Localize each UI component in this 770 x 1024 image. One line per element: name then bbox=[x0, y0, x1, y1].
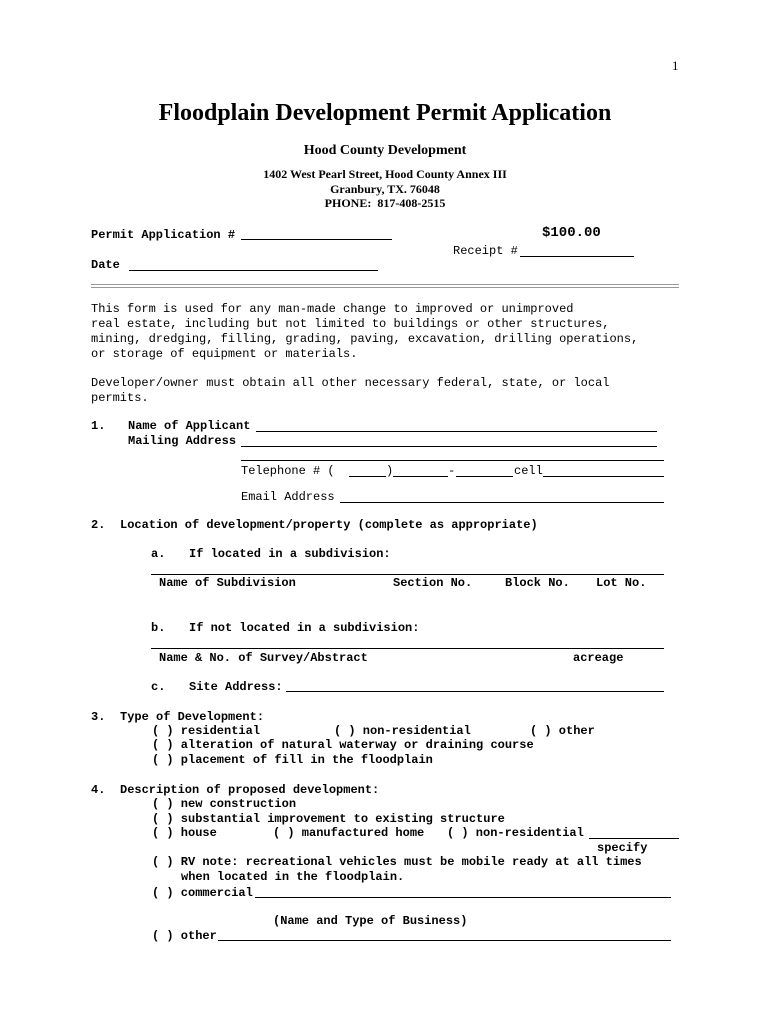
phone: PHONE: 817-408-2515 bbox=[324, 196, 446, 210]
acreage-col: acreage bbox=[573, 651, 624, 665]
name-of-applicant-label: Name of Applicant bbox=[128, 419, 251, 433]
section-4-heading: Description of proposed development: bbox=[120, 783, 380, 797]
divider bbox=[91, 284, 679, 285]
subdivision-field[interactable] bbox=[151, 574, 664, 575]
permits-line-2: permits. bbox=[91, 391, 149, 405]
subsection-a-text: If located in a subdivision: bbox=[189, 547, 391, 561]
new-construction-checkbox[interactable]: ( ) new construction bbox=[152, 797, 297, 811]
site-address-field[interactable] bbox=[286, 691, 664, 692]
non-residential-checkbox[interactable]: ( ) non-residential bbox=[334, 724, 471, 738]
section-2-number: 2. bbox=[91, 518, 106, 532]
subdivision-name-col: Name of Subdivision bbox=[159, 576, 296, 590]
section-4-number: 4. bbox=[91, 783, 106, 797]
survey-field[interactable] bbox=[151, 648, 664, 649]
receipt-field[interactable] bbox=[520, 256, 634, 257]
receipt-label: Receipt # bbox=[453, 244, 518, 258]
cell-field[interactable] bbox=[543, 476, 664, 477]
site-address-label: Site Address: bbox=[189, 680, 283, 694]
section-3-heading: Type of Development: bbox=[120, 710, 265, 724]
block-no-col: Block No. bbox=[505, 576, 570, 590]
alteration-checkbox[interactable]: ( ) alteration of natural waterway or draining course bbox=[152, 738, 534, 752]
date-label: Date bbox=[91, 258, 120, 272]
telephone-close-paren: ) bbox=[386, 464, 394, 478]
date-field[interactable] bbox=[129, 270, 378, 271]
email-address-field[interactable] bbox=[340, 502, 664, 503]
section-3-number: 3. bbox=[91, 710, 106, 724]
residential-checkbox[interactable]: ( ) residential bbox=[152, 724, 261, 738]
address-line-1: 1402 West Pearl Street, Hood County Annex III bbox=[263, 167, 507, 181]
divider-2 bbox=[91, 287, 679, 288]
name-of-applicant-field[interactable] bbox=[256, 431, 657, 432]
rv-checkbox[interactable]: ( ) RV note: recreational vehicles must be mobile ready at all times bbox=[152, 855, 642, 869]
mailing-address-field[interactable] bbox=[241, 446, 657, 447]
intro-line-1: This form is used for any man-made change to improved or unimproved bbox=[91, 302, 574, 316]
email-address-label: Email Address bbox=[241, 490, 335, 504]
telephone-prefix-field[interactable] bbox=[393, 476, 448, 477]
business-caption: (Name and Type of Business) bbox=[273, 914, 468, 928]
survey-name-col: Name & No. of Survey/Abstract bbox=[159, 651, 368, 665]
commercial-field[interactable] bbox=[255, 897, 671, 898]
non-residential-specify-field[interactable] bbox=[589, 838, 679, 839]
section-no-col: Section No. bbox=[393, 576, 473, 590]
permit-application-label: Permit Application # bbox=[91, 228, 236, 242]
intro-line-3: mining, dredging, filling, grading, paving, excavation, drilling operations, bbox=[91, 332, 639, 346]
mailing-address-line-2[interactable] bbox=[241, 460, 664, 461]
telephone-label: Telephone # ( bbox=[241, 464, 335, 478]
specify-caption: specify bbox=[597, 841, 648, 855]
telephone-number-field[interactable] bbox=[456, 476, 513, 477]
commercial-checkbox[interactable]: ( ) commercial bbox=[152, 886, 253, 900]
section-1-number: 1. bbox=[91, 419, 106, 433]
other-description-checkbox[interactable]: ( ) other bbox=[152, 929, 217, 943]
intro-line-4: or storage of equipment or materials. bbox=[91, 347, 358, 361]
section-2-heading: Location of development/property (complete as appropriate) bbox=[120, 518, 538, 532]
subsection-a-label: a. bbox=[151, 547, 166, 561]
fee-amount: $100.00 bbox=[542, 225, 601, 241]
rv-note-line-2: when located in the floodplain. bbox=[181, 870, 405, 884]
fill-placement-checkbox[interactable]: ( ) placement of fill in the floodplain bbox=[152, 753, 433, 767]
page-number: 1 bbox=[672, 58, 679, 73]
permits-line-1: Developer/owner must obtain all other necessary federal, state, or local bbox=[91, 376, 610, 390]
intro-line-2: real estate, including but not limited to buildings or other structures, bbox=[91, 317, 610, 331]
permit-application-field[interactable] bbox=[241, 239, 392, 240]
area-code-field[interactable] bbox=[349, 476, 386, 477]
address-line-2: Granbury, TX. 76048 bbox=[330, 182, 440, 196]
subsection-b-text: If not located in a subdivision: bbox=[189, 621, 420, 635]
house-checkbox[interactable]: ( ) house bbox=[152, 826, 217, 840]
other-description-field[interactable] bbox=[218, 940, 671, 941]
non-residential-desc-checkbox[interactable]: ( ) non-residential bbox=[447, 826, 584, 840]
telephone-dash: - bbox=[448, 464, 456, 478]
subsection-c-label: c. bbox=[151, 680, 166, 694]
subtitle: Hood County Development bbox=[303, 143, 467, 158]
cell-label: cell bbox=[514, 464, 543, 478]
mailing-address-label: Mailing Address bbox=[128, 434, 237, 448]
other-type-checkbox[interactable]: ( ) other bbox=[530, 724, 595, 738]
lot-no-col: Lot No. bbox=[596, 576, 647, 590]
substantial-improvement-checkbox[interactable]: ( ) substantial improvement to existing structure bbox=[152, 812, 505, 826]
page-title: Floodplain Development Permit Application bbox=[158, 100, 612, 126]
manufactured-home-checkbox[interactable]: ( ) manufactured home bbox=[273, 826, 425, 840]
subsection-b-label: b. bbox=[151, 621, 166, 635]
